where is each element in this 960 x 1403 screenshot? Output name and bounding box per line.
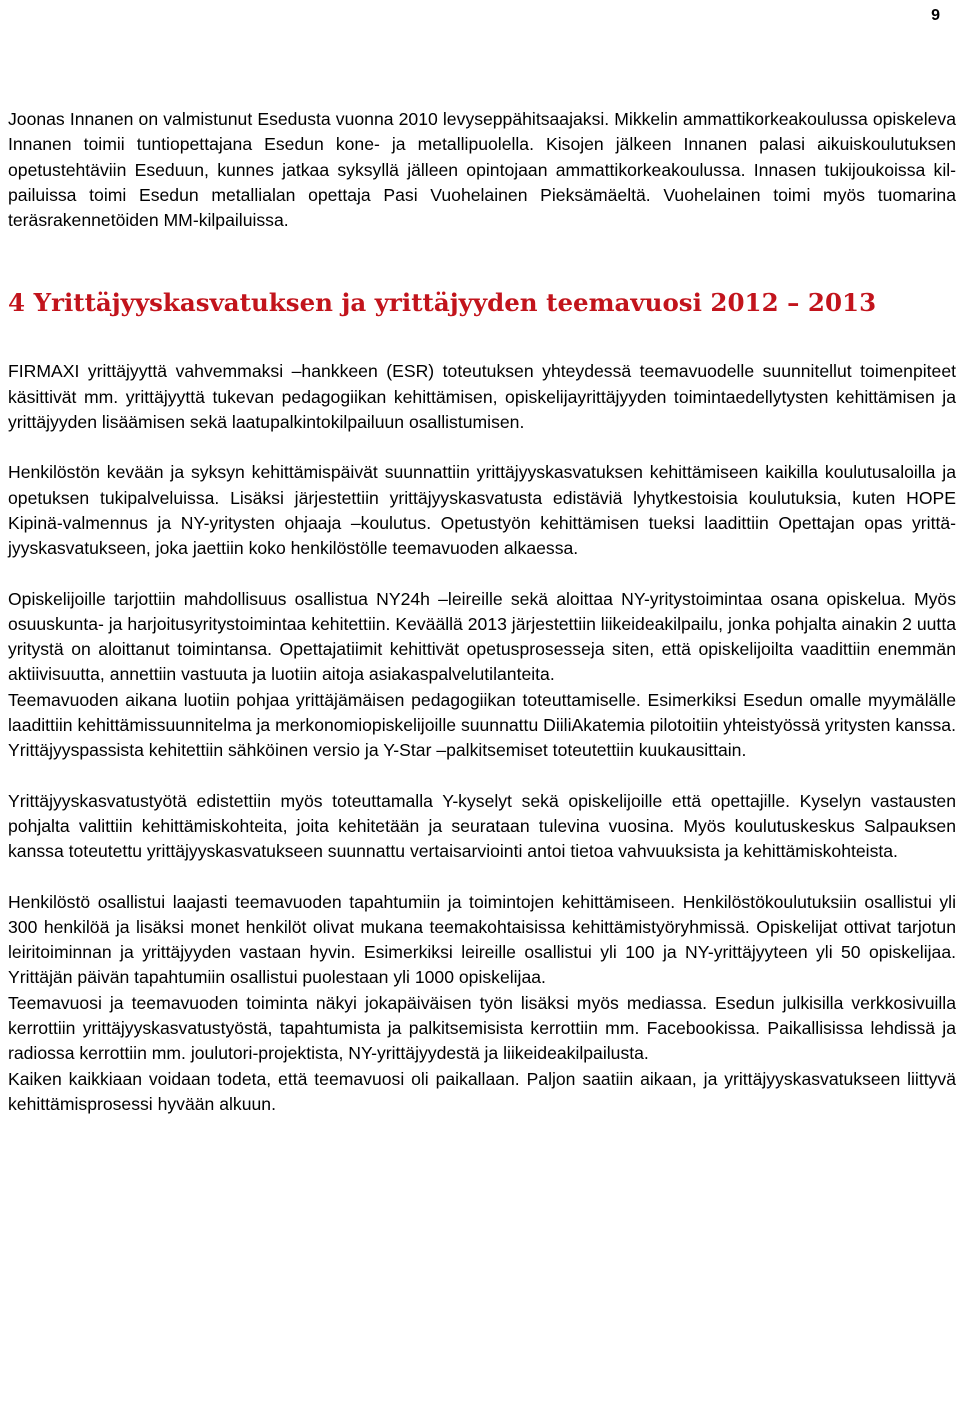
section-heading: 4 Yrittäjyyskasvatuksen ja yrittäjyyden teemavuosi 2012 – 2013 bbox=[8, 288, 877, 318]
paragraph-staff-development: Henkilöstön kevään ja syksyn kehittämispäivät suunnattiin yrittäjyyskasvatuksen kehittämiseen kaikilla koulutusaloilla ja opetuksen tukipalveluissa. Lisäksi järjestettiin yrittäjyyskasvatusta edistäviä lyhytkestoisia koulutuksia, kuten HOPE Kipinä-valmennus ja NY-yritysten ohjaaja –koulutus. Opetustyön kehittämisen tueksi laadittiin Opettajan opas yrittäjyyskasvatukseen, joka jaettiin koko henkilöstölle teemavuoden alkaessa. bbox=[8, 462, 956, 559]
paragraph-student-opportunities: Opiskelijoille tarjottiin mahdollisuus osallistua NY24h –leireille sekä aloittaa NY-yritystoimintaa osana opiskelua. Myös osuuskunta- ja harjoitusyritystoimintaa kehitettiin. Keväällä 2013 järjestettiin liikeideakilpailu, jonka pohjalta ainakin 2 uutta yritystä on aloittanut toimintansa. Opettajatiimit kehittivät opetusprosesseja siten, että opiskelijoilta vaadittiin enemmän aktiivisuutta, annettiin vastuuta ja luotiin aitoja asiakaspalvelutilanteita. bbox=[8, 588, 956, 685]
paragraph-surveys: Yrittäjyyskasvatustyötä edistettiin myös toteuttamalla Y-kyselyt sekä opiskelijoille että opettajille. Kyselyn vastausten pohjalta valittiin kehittämiskohteita, joita kehitetään ja seurataan tulevina vuosina. Myös koulutuskeskus Salpauksen kanssa toteutettu yrittäjyyskasvatukseen suunnattu vertaisarviointi antoi tietoa vahvuuksista ja kehittämiskohteista. bbox=[8, 790, 956, 862]
paragraph-firmaxi: FIRMAXI yrittäjyyttä vahvemmaksi –hankkeen (ESR) toteutuksen yhteydessä teemavuodelle suunnitellut toimenpiteet käsittivät mm. yrittäjyyttä tukevan pedagogiikan kehittämisen, opiskelijayrittäjyyden toimintaedellytysten kehittämisen ja yrittäjyyden lisäämisen sekä laatupalkintokilpailuun osallistumisen. bbox=[8, 361, 956, 433]
paragraph-participation: Henkilöstö osallistui laajasti teemavuoden tapahtumiin ja toimintojen kehittämiseen. Henkilöstökoulutuksiin osallistui yli 300 henkilöä ja lisäksi monet henkilöt olivat mukana teemakohtaisissa kehittämistyöryhmissä. Opiskelijat ottivat tarjotun leiritoiminnan ja yrittäjyyden vastaan hyvin. Esimerkiksi leireille osallistui yli 100 ja NY-yrittäjyyteen yli 50 opiskelijaa. Yrittäjän päivän tapahtumiin osallistui puolestaan yli 1000 opiskelijaa. bbox=[8, 891, 956, 988]
page-number: 9 bbox=[931, 7, 940, 24]
document-body bbox=[8, 107, 956, 1117]
paragraph-conclusion: Kaiken kaikkiaan voidaan todeta, että teemavuosi oli paikallaan. Paljon saatiin aikaan, ja yrittäjyyskasvatukseen liittyvä kehittämisprosessi hyvään alkuun. bbox=[8, 1068, 956, 1114]
paragraph-media: Teemavuosi ja teemavuoden toiminta näkyi jokapäiväisen työn lisäksi myös mediassa. Esedun julkisilla verkkosivuilla kerrottiin yrittäjyyskasvatustyöstä, tapahtumista ja palkitsemisista kerrottiin mm. Facebookissa. Paikallisissa lehdissä ja radiossa kerrottiin mm. joulutori-projektista, NY-yrittäjyydestä ja liikeideakilpailusta. bbox=[8, 992, 956, 1064]
intro-paragraph: Joonas Innanen on valmistunut Esedusta vuonna 2010 levyseppähitsaajaksi. Mikkelin ammattikorkeakoulussa opiskeleva Innanen toimii tuntiopettajana Esedun kone- ja metallipuolella. Kisojen jälkeen Innanen palasi aikuiskoulutuksen opetustehtäviin Eseduun, kunnes jatkaa syksyllä jälleen opintojaan ammattikorkeakoulussa. Innasen tukijoukoissa kilpailuissa toimi Esedun metallialan opettaja Pasi Vuohelainen Pieksämäeltä. Vuohelainen toimi myös tuomarina teräsrakennetöiden MM-kilpailuissa. bbox=[8, 109, 956, 231]
paragraph-pedagogy: Teemavuoden aikana luotiin pohjaa yrittäjämäisen pedagogiikan toteuttamiselle. Esimerkiksi Esedun omalle myymälälle laadittiin kehittämissuunnitelma ja merkonomiopiskelijoille suunnattu DiiliAkatemia pilotoitiin yhteistyössä yritysten kanssa. Yrittäjyyspassista kehitettiin sähköinen versio ja Y-Star –palkitsemiset toteutettiin kuukausittain. bbox=[8, 689, 956, 761]
